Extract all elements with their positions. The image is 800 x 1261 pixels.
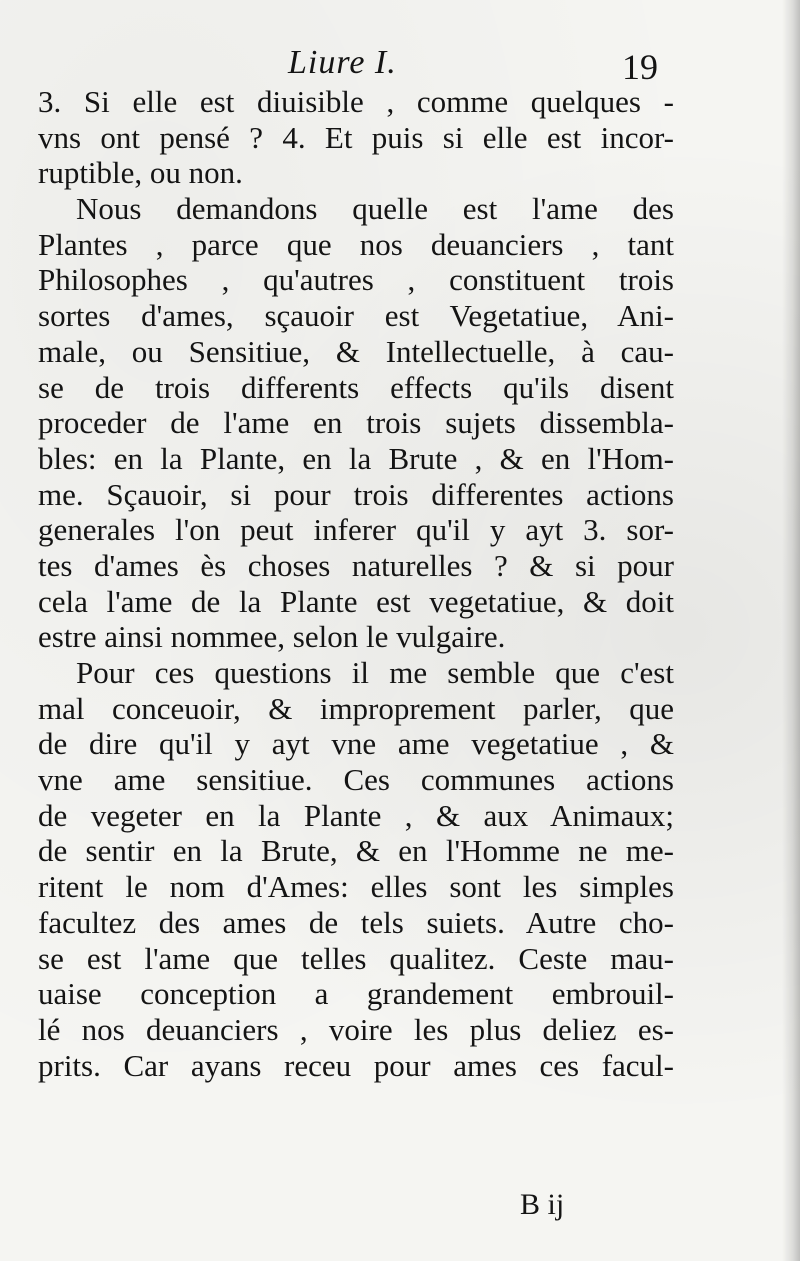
text-line: de sentir en la Brute, & en l'Homme ne me- (38, 833, 674, 869)
text-line: male, ou Sensitiue, & Intellectuelle, à cau- (38, 333, 674, 369)
text-line: facultez des ames de tels suiets. Autre cho- (38, 904, 674, 940)
text-line: Plantes , parce que nos deuanciers , tant (38, 226, 674, 262)
body-text (38, 84, 674, 1083)
text-line: prits. Car ayans receu pour ames ces facul- (38, 1047, 674, 1083)
text-line: de dire qu'il y ayt vne ame vegetatiue , & (38, 726, 674, 762)
text-line: Philosophes , qu'autres , constituent trois (38, 262, 674, 298)
paragraph-start-line: Pour ces questions il me semble que c'est (76, 655, 674, 690)
page-number: 19 (622, 47, 658, 87)
running-title: Liure I. (288, 44, 397, 81)
page-header (0, 38, 800, 88)
text-line: estre ainsi nommee, selon le vulgaire. (38, 619, 506, 655)
text-line: se est l'ame que telles qualitez. Ceste mau- (38, 940, 674, 976)
text-line: bles: en la Plante, en la Brute , & en l'Hom- (38, 440, 674, 476)
text-line: lé nos deuanciers , voire les plus deliez es- (38, 1011, 674, 1047)
text-line: uaise conception a grandement embrouil- (38, 976, 674, 1012)
paragraph-start-line: Nous demandons quelle est l'ame des (76, 191, 674, 227)
text-line: ritent le nom d'Ames: elles sont les simples (38, 869, 674, 905)
text-line: mal conceuoir, & improprement parler, que (38, 690, 674, 726)
text-line: se de trois differents effects qu'ils disent (38, 369, 674, 405)
text-line: 3. Si elle est diuisible , comme quelques - (38, 84, 674, 119)
text-line: me. Sçauoir, si pour trois differentes actions (38, 476, 674, 512)
page-gutter-shadow (782, 0, 800, 1261)
text-line: cela l'ame de la Plante est vegetatiue, & doit (38, 583, 674, 619)
text-line: proceder de l'ame en trois sujets dissembla- (38, 405, 674, 441)
text-line: tes d'ames ès choses naturelles ? & si pour (38, 547, 674, 583)
signature-mark: B ij (520, 1188, 565, 1221)
text-line: de vegeter en la Plante , & aux Animaux; (38, 797, 674, 833)
text-line: ruptible, ou non. (38, 155, 243, 191)
text-line: vne ame sensitiue. Ces communes actions (38, 762, 674, 798)
text-line: vns ont pensé ? 4. Et puis si elle est incor- (38, 119, 674, 155)
text-line: generales l'on peut inferer qu'il y ayt 3. sor- (38, 512, 674, 548)
text-line: sortes d'ames, sçauoir est Vegetatiue, Ani- (38, 298, 674, 334)
